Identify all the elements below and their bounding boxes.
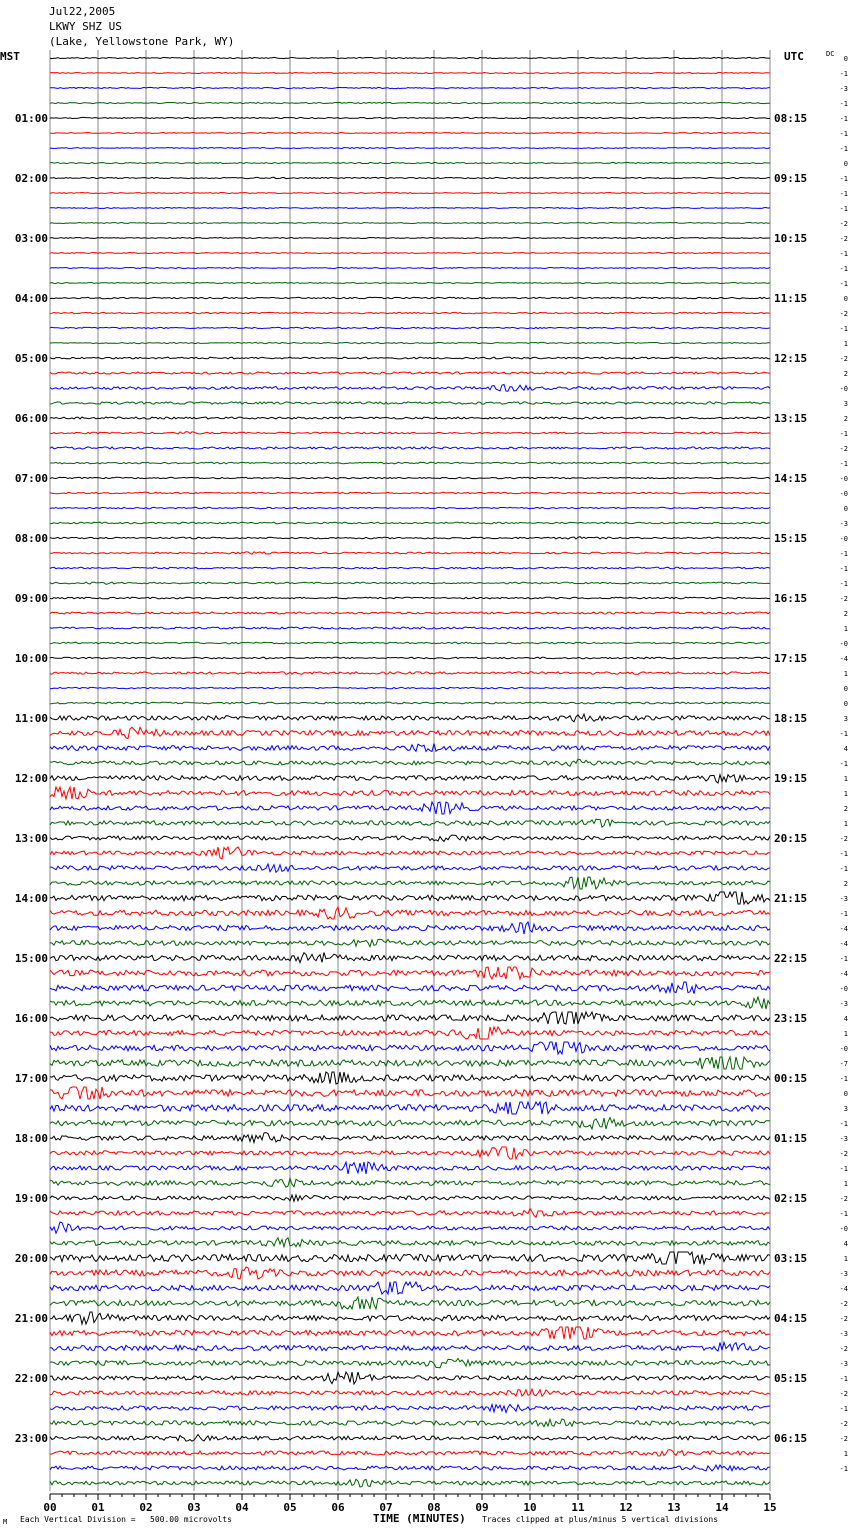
trace-row bbox=[50, 642, 770, 644]
x-tick-label: 05 bbox=[283, 1501, 297, 1514]
x-tick-label: 01 bbox=[91, 1501, 105, 1514]
trace-row bbox=[50, 1312, 770, 1324]
dc-offset-value: 4 bbox=[843, 1240, 848, 1248]
trace-row bbox=[50, 1342, 770, 1351]
dc-offset-value: -1 bbox=[839, 550, 848, 558]
dc-offset-value: -1 bbox=[839, 175, 848, 183]
trace-row bbox=[50, 1178, 770, 1187]
dc-offset-value: -1 bbox=[839, 1120, 848, 1128]
left-hour-label: 08:00 bbox=[14, 532, 48, 545]
dc-offset-value: -2 bbox=[839, 1390, 848, 1398]
trace-row bbox=[50, 1222, 770, 1233]
right-hour-label: 12:15 bbox=[774, 352, 808, 365]
x-tick-label: 09 bbox=[475, 1501, 489, 1514]
dc-offset-value: -1 bbox=[839, 1375, 848, 1383]
right-hour-label: 21:15 bbox=[774, 892, 808, 905]
trace-row bbox=[50, 1072, 770, 1084]
dc-offset-value: -2 bbox=[839, 595, 848, 603]
trace-row bbox=[50, 73, 770, 74]
dc-offset-value: 0 bbox=[843, 505, 848, 513]
trace-row bbox=[50, 1208, 770, 1217]
dc-offset-value: -3 bbox=[839, 1270, 848, 1278]
left-hour-label: 13:00 bbox=[14, 832, 48, 845]
dc-offset-value: 0 bbox=[843, 1090, 848, 1098]
right-hour-label: 11:15 bbox=[774, 292, 808, 305]
left-hour-label: 11:00 bbox=[14, 712, 48, 725]
left-hour-label: 12:00 bbox=[14, 772, 48, 785]
dc-offset-value: 1 bbox=[843, 1255, 848, 1263]
trace-row bbox=[50, 1087, 770, 1099]
dc-offset-value: 0 bbox=[843, 55, 848, 63]
dc-offset-value: -4 bbox=[839, 940, 848, 948]
dc-offset-value: 2 bbox=[843, 805, 848, 813]
footer-mark: M bbox=[3, 1518, 8, 1526]
right-hour-label: 16:15 bbox=[774, 592, 808, 605]
left-hour-label: 06:00 bbox=[14, 412, 48, 425]
trace-row bbox=[50, 1282, 770, 1294]
dc-offset-value: -4 bbox=[839, 970, 848, 978]
left-hour-label: 02:00 bbox=[14, 172, 48, 185]
right-hour-label: 18:15 bbox=[774, 712, 808, 725]
dc-offset-value: 4 bbox=[843, 1015, 848, 1023]
right-hour-label: 20:15 bbox=[774, 832, 808, 845]
dc-offset-value: -2 bbox=[839, 355, 848, 363]
trace-row bbox=[50, 417, 770, 419]
dc-offset-value: -0 bbox=[839, 640, 848, 648]
trace-row bbox=[50, 552, 770, 554]
trace-row bbox=[50, 492, 770, 494]
dc-offset-value: 1 bbox=[843, 1180, 848, 1188]
dc-offset-value: -2 bbox=[839, 1435, 848, 1443]
scale-note: Each Vertical Division = 500.00 microvolts bbox=[20, 1515, 232, 1524]
dc-offset-value: -0 bbox=[839, 535, 848, 543]
right-hour-label: 05:15 bbox=[774, 1372, 808, 1385]
trace-row bbox=[50, 1118, 770, 1130]
dc-offset-value: -7 bbox=[839, 1060, 848, 1068]
trace-row bbox=[50, 1404, 770, 1412]
dc-offset-value: -1 bbox=[839, 955, 848, 963]
trace-row bbox=[50, 892, 770, 904]
dc-offset-value: -3 bbox=[839, 895, 848, 903]
left-hour-label: 23:00 bbox=[14, 1432, 48, 1445]
trace-row bbox=[50, 582, 770, 584]
trace-row bbox=[50, 672, 770, 675]
x-tick-label: 07 bbox=[379, 1501, 393, 1514]
trace-row bbox=[50, 537, 770, 540]
right-hour-label: 06:15 bbox=[774, 1432, 808, 1445]
dc-offset-value: -1 bbox=[839, 580, 848, 588]
trace-row bbox=[50, 567, 770, 569]
x-tick-label: 08 bbox=[427, 1501, 441, 1514]
trace-row bbox=[50, 522, 770, 524]
dc-offset-value: -1 bbox=[839, 850, 848, 858]
x-tick-label: 02 bbox=[139, 1501, 153, 1514]
trace-row bbox=[50, 342, 770, 343]
left-hour-label: 01:00 bbox=[14, 112, 48, 125]
dc-offset-value: -1 bbox=[839, 1210, 848, 1218]
right-hour-label: 22:15 bbox=[774, 952, 808, 965]
dc-offset-value: -2 bbox=[839, 1300, 848, 1308]
dc-offset-value: -1 bbox=[839, 115, 848, 123]
trace-row bbox=[50, 1358, 770, 1367]
left-hour-label: 05:00 bbox=[14, 352, 48, 365]
trace-row bbox=[50, 1147, 770, 1159]
dc-offset-value: 1 bbox=[843, 625, 848, 633]
left-hour-label: 10:00 bbox=[14, 652, 48, 665]
trace-row bbox=[50, 117, 770, 118]
dc-offset-value: -4 bbox=[839, 925, 848, 933]
dc-offset-value: -0 bbox=[839, 1045, 848, 1053]
trace-row bbox=[50, 1162, 770, 1174]
x-tick-label: 11 bbox=[571, 1501, 585, 1514]
right-hour-label: 19:15 bbox=[774, 772, 808, 785]
dc-offset-value: 3 bbox=[843, 1105, 848, 1113]
left-hour-label: 18:00 bbox=[14, 1132, 48, 1145]
trace-group bbox=[50, 57, 770, 1487]
trace-row bbox=[50, 1465, 770, 1471]
station-code: LKWY SHZ US bbox=[49, 20, 122, 33]
trace-row bbox=[50, 447, 770, 449]
trace-row bbox=[50, 268, 770, 269]
dc-offset-value: -1 bbox=[839, 910, 848, 918]
right-hour-label: 00:15 bbox=[774, 1072, 808, 1085]
trace-row bbox=[50, 907, 770, 919]
trace-row bbox=[50, 627, 770, 629]
trace-row bbox=[50, 877, 770, 889]
trace-row bbox=[50, 372, 770, 374]
dc-offset-value: -3 bbox=[839, 1330, 848, 1338]
dc-offset-value: 3 bbox=[843, 400, 848, 408]
station-location: (Lake, Yellowstone Park, WY) bbox=[49, 35, 235, 48]
dc-offset-value: -2 bbox=[839, 235, 848, 243]
clip-note: Traces clipped at plus/minus 5 vertical divisions bbox=[482, 1515, 719, 1524]
dc-offset-value: -1 bbox=[839, 565, 848, 573]
dc-offset-value: -1 bbox=[839, 280, 848, 288]
trace-row bbox=[50, 402, 770, 405]
x-tick-label: 13 bbox=[667, 1501, 681, 1514]
dc-offset-value: -1 bbox=[839, 865, 848, 873]
right-hour-label: 01:15 bbox=[774, 1132, 808, 1145]
left-hour-label: 09:00 bbox=[14, 592, 48, 605]
dc-offset-value: -2 bbox=[839, 1150, 848, 1158]
left-hour-label: 16:00 bbox=[14, 1012, 48, 1025]
right-hour-label: 10:15 bbox=[774, 232, 808, 245]
dc-offset-value: 2 bbox=[843, 370, 848, 378]
dc-offset-value: 0 bbox=[843, 295, 848, 303]
x-tick-label: 12 bbox=[619, 1501, 633, 1514]
trace-row bbox=[50, 162, 770, 163]
dc-offset-value: -1 bbox=[839, 70, 848, 78]
trace-row bbox=[50, 312, 770, 313]
dc-offset-value: -1 bbox=[839, 1165, 848, 1173]
trace-row bbox=[50, 1133, 770, 1143]
right-hour-label: 03:15 bbox=[774, 1252, 808, 1265]
right-hour-label: 17:15 bbox=[774, 652, 808, 665]
trace-row bbox=[50, 1372, 770, 1384]
dc-offset-value: -0 bbox=[839, 475, 848, 483]
dc-offset-header: DC bbox=[826, 50, 835, 58]
trace-row bbox=[50, 193, 770, 194]
trace-row bbox=[50, 1297, 770, 1309]
station-date: Jul22,2005 bbox=[49, 5, 116, 18]
dc-offset-value: -1 bbox=[839, 430, 848, 438]
trace-row bbox=[50, 967, 770, 979]
trace-row bbox=[50, 775, 770, 783]
trace-row bbox=[50, 1450, 770, 1456]
dc-offset-value: 1 bbox=[843, 775, 848, 783]
trace-row bbox=[50, 597, 770, 599]
trace-row bbox=[50, 922, 770, 934]
trace-row bbox=[50, 864, 770, 872]
trace-row bbox=[50, 357, 770, 359]
trace-row bbox=[50, 1057, 770, 1069]
trace-row bbox=[50, 208, 770, 209]
trace-row bbox=[50, 657, 770, 659]
right-hour-label: 04:15 bbox=[774, 1312, 808, 1325]
trace-row bbox=[50, 787, 770, 799]
left-hour-label: 22:00 bbox=[14, 1372, 48, 1385]
trace-row bbox=[50, 102, 770, 103]
dc-offset-value: -2 bbox=[839, 445, 848, 453]
trace-row bbox=[50, 1102, 770, 1114]
dc-offset-value: -3 bbox=[839, 1360, 848, 1368]
trace-row bbox=[50, 612, 770, 614]
dc-offset-value: -1 bbox=[839, 205, 848, 213]
dc-offset-value: -1 bbox=[839, 1075, 848, 1083]
left-hour-label: 15:00 bbox=[14, 952, 48, 965]
right-hour-label: 02:15 bbox=[774, 1192, 808, 1205]
trace-row bbox=[50, 744, 770, 752]
dc-offset-value: -4 bbox=[839, 655, 848, 663]
dc-offset-value: -3 bbox=[839, 520, 848, 528]
dc-offset-value: -1 bbox=[839, 460, 848, 468]
dc-offset-value: -0 bbox=[839, 385, 848, 393]
trace-row bbox=[50, 1027, 770, 1039]
dc-offset-value: -1 bbox=[839, 730, 848, 738]
left-hour-label: 14:00 bbox=[14, 892, 48, 905]
dc-offset-value: -1 bbox=[839, 760, 848, 768]
x-tick-label: 06 bbox=[331, 1501, 345, 1514]
x-tick-label: 10 bbox=[523, 1501, 537, 1514]
dc-offset-value: -2 bbox=[839, 1315, 848, 1323]
right-hour-label: 13:15 bbox=[774, 412, 808, 425]
dc-offset-value: 4 bbox=[843, 745, 848, 753]
trace-row bbox=[50, 727, 770, 738]
left-hour-label: 04:00 bbox=[14, 292, 48, 305]
trace-row bbox=[50, 819, 770, 827]
trace-row bbox=[50, 238, 770, 239]
dc-offset-value: -1 bbox=[839, 250, 848, 258]
dc-offset-value: 1 bbox=[843, 1450, 848, 1458]
right-hour-label: 08:15 bbox=[774, 112, 808, 125]
dc-offset-value: -1 bbox=[839, 325, 848, 333]
trace-row bbox=[50, 462, 770, 464]
dc-offset-value: -0 bbox=[839, 1225, 848, 1233]
right-hour-label: 14:15 bbox=[774, 472, 808, 485]
dc-offset-value: -0 bbox=[839, 490, 848, 498]
left-hour-label: 03:00 bbox=[14, 232, 48, 245]
x-tick-label: 00 bbox=[43, 1501, 57, 1514]
dc-offset-value: 2 bbox=[843, 415, 848, 423]
dc-offset-value: 3 bbox=[843, 715, 848, 723]
trace-row bbox=[50, 327, 770, 328]
left-hour-label: 21:00 bbox=[14, 1312, 48, 1325]
trace-row bbox=[50, 847, 770, 859]
trace-row bbox=[50, 1012, 770, 1024]
trace-row bbox=[50, 148, 770, 149]
x-axis bbox=[43, 1494, 776, 1514]
trace-row bbox=[50, 1195, 770, 1201]
trace-row bbox=[50, 997, 770, 1009]
dc-offset-value: 1 bbox=[843, 1030, 848, 1038]
dc-offset-value: -2 bbox=[839, 310, 848, 318]
trace-row bbox=[50, 253, 770, 254]
dc-offset-value: -1 bbox=[839, 265, 848, 273]
dc-offset-value: -3 bbox=[839, 1135, 848, 1143]
trace-row bbox=[50, 802, 770, 814]
trace-row bbox=[50, 687, 770, 688]
dc-offset-value: 1 bbox=[843, 340, 848, 348]
trace-row bbox=[50, 1419, 770, 1427]
dc-offset-value: 0 bbox=[843, 685, 848, 693]
trace-row bbox=[50, 702, 770, 704]
dc-offset-value: 0 bbox=[843, 700, 848, 708]
dc-offset-value: -2 bbox=[839, 835, 848, 843]
trace-row bbox=[50, 177, 770, 178]
x-tick-label: 04 bbox=[235, 1501, 249, 1514]
dc-offset-value: 2 bbox=[843, 610, 848, 618]
dc-offset-value: -1 bbox=[839, 1465, 848, 1473]
dc-offset-value: -1 bbox=[839, 1405, 848, 1413]
dc-offset-value: -2 bbox=[839, 1420, 848, 1428]
right-hour-label: 15:15 bbox=[774, 532, 808, 545]
dc-offset-value: -2 bbox=[839, 1345, 848, 1353]
trace-row bbox=[50, 133, 770, 134]
dc-offset-value: -1 bbox=[839, 190, 848, 198]
right-hour-label: 23:15 bbox=[774, 1012, 808, 1025]
trace-row bbox=[50, 1389, 770, 1396]
trace-row bbox=[50, 283, 770, 284]
trace-row bbox=[50, 432, 770, 434]
left-hour-label: 19:00 bbox=[14, 1192, 48, 1205]
dc-offset-value: -1 bbox=[839, 100, 848, 108]
trace-row bbox=[50, 1435, 770, 1442]
dc-offset-value: -3 bbox=[839, 1000, 848, 1008]
x-tick-label: 15 bbox=[763, 1501, 777, 1514]
x-tick-label: 03 bbox=[187, 1501, 201, 1514]
x-tick-label: 14 bbox=[715, 1501, 729, 1514]
trace-row bbox=[50, 57, 770, 58]
trace-row bbox=[50, 1042, 770, 1054]
dc-offset-value: 0 bbox=[843, 160, 848, 168]
dc-offset-value: -1 bbox=[839, 145, 848, 153]
right-timezone-label: UTC bbox=[784, 50, 804, 63]
right-hour-label: 09:15 bbox=[774, 172, 808, 185]
trace-row bbox=[50, 1267, 770, 1279]
trace-row bbox=[50, 1252, 770, 1264]
trace-row bbox=[50, 477, 770, 478]
dc-offset-value: -1 bbox=[839, 130, 848, 138]
trace-row bbox=[50, 1238, 770, 1247]
trace-row bbox=[50, 384, 770, 391]
trace-row bbox=[50, 714, 770, 722]
trace-row bbox=[50, 759, 770, 766]
trace-row bbox=[50, 297, 770, 298]
dc-offset-value: -3 bbox=[839, 85, 848, 93]
trace-row bbox=[50, 835, 770, 841]
dc-offset-value: -2 bbox=[839, 1195, 848, 1203]
trace-row bbox=[50, 953, 770, 963]
left-timezone-label: MST bbox=[0, 50, 20, 63]
dc-offset-value: 1 bbox=[843, 820, 848, 828]
trace-row bbox=[50, 507, 770, 508]
trace-row bbox=[50, 1479, 770, 1487]
dc-offset-value: 1 bbox=[843, 670, 848, 678]
trace-row bbox=[50, 87, 770, 88]
left-hour-label: 20:00 bbox=[14, 1252, 48, 1265]
dc-offset-value: -4 bbox=[839, 1285, 848, 1293]
x-axis-title: TIME (MINUTES) bbox=[373, 1512, 466, 1525]
dc-offset-value: 1 bbox=[843, 790, 848, 798]
trace-row bbox=[50, 1327, 770, 1339]
dc-offset-value: -2 bbox=[839, 220, 848, 228]
left-hour-label: 17:00 bbox=[14, 1072, 48, 1085]
dc-offset-value: 2 bbox=[843, 880, 848, 888]
trace-row bbox=[50, 982, 770, 994]
trace-row bbox=[50, 223, 770, 224]
dc-offset-value: -0 bbox=[839, 985, 848, 993]
trace-row bbox=[50, 939, 770, 946]
left-hour-label: 07:00 bbox=[14, 472, 48, 485]
